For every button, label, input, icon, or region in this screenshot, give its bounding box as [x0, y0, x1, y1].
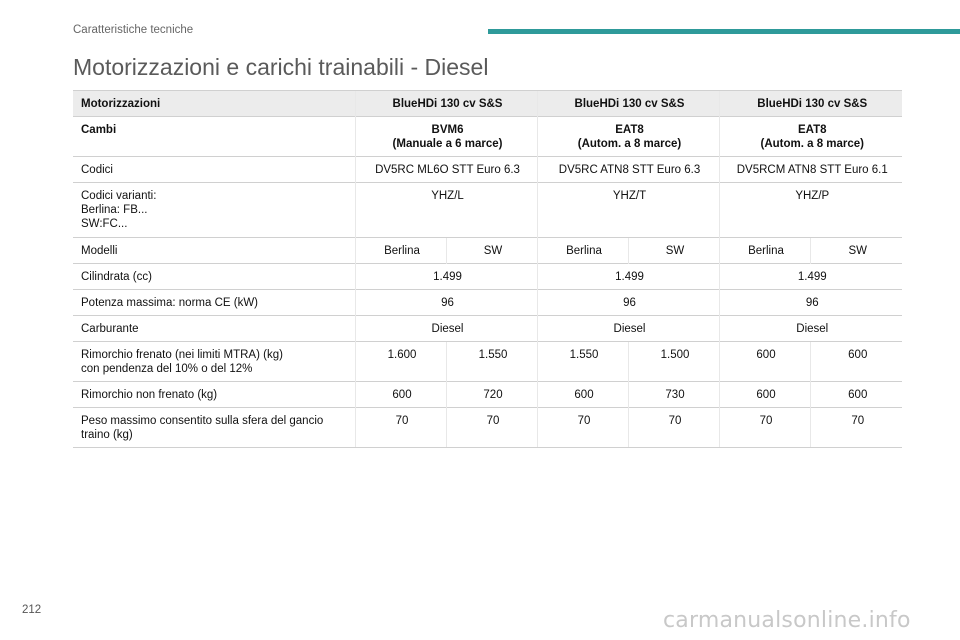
table-cell: 96	[355, 290, 537, 316]
header-cell: Motorizzazioni	[73, 91, 355, 117]
table-row	[73, 290, 902, 316]
table-row	[73, 183, 902, 238]
table-row	[73, 157, 902, 183]
table-cell: EAT8 (Autom. a 8 marce)	[719, 117, 902, 157]
table-cell: YHZ/P	[719, 183, 902, 238]
table-cell: Berlina	[719, 238, 810, 264]
row-label: Peso massimo consentito sulla sfera del gancio traino (kg)	[73, 408, 355, 448]
table-cell: 70	[537, 408, 628, 448]
row-label: Cilindrata (cc)	[73, 264, 355, 290]
table-cell: DV5RC ATN8 STT Euro 6.3	[537, 157, 719, 183]
table-row	[73, 408, 902, 448]
table-cell: 96	[537, 290, 719, 316]
table-cell: 600	[355, 382, 446, 408]
header-cell: BlueHDi 130 cv S&S	[537, 91, 719, 117]
table-cell: 720	[446, 382, 537, 408]
table-cell: 1.499	[537, 264, 719, 290]
table-cell: DV5RC ML6O STT Euro 6.3	[355, 157, 537, 183]
table-cell: 1.499	[719, 264, 902, 290]
watermark-text[interactable]: carmanualsonline.info	[663, 608, 911, 633]
table-cell: 1.499	[355, 264, 537, 290]
table-cell: YHZ/L	[355, 183, 537, 238]
row-label: Potenza massima: norma CE (kW)	[73, 290, 355, 316]
page-title: Motorizzazioni e carichi trainabili - Diesel	[73, 54, 489, 80]
table-cell: EAT8 (Autom. a 8 marce)	[537, 117, 719, 157]
table-cell: 600	[537, 382, 628, 408]
table-cell: Berlina	[355, 238, 446, 264]
table-row	[73, 117, 902, 157]
table-cell: 730	[628, 382, 719, 408]
table-cell: 600	[719, 342, 810, 382]
row-label: Rimorchio frenato (nei limiti MTRA) (kg) con pendenza del 10% o del 12%	[73, 342, 355, 382]
table-cell: BVM6 (Manuale a 6 marce)	[355, 117, 537, 157]
table-cell: 70	[628, 408, 719, 448]
spec-table	[73, 90, 902, 448]
table-cell: Diesel	[719, 316, 902, 342]
section-header: Caratteristiche tecniche	[73, 24, 194, 36]
table-cell: 70	[446, 408, 537, 448]
table-cell: Berlina	[537, 238, 628, 264]
table-header-row	[73, 91, 902, 117]
table-cell: 70	[810, 408, 902, 448]
table-cell: Diesel	[537, 316, 719, 342]
header-cell: BlueHDi 130 cv S&S	[719, 91, 902, 117]
table-cell: SW	[446, 238, 537, 264]
row-label: Carburante	[73, 316, 355, 342]
page-number: 212	[22, 604, 42, 616]
header-cell: BlueHDi 130 cv S&S	[355, 91, 537, 117]
row-label: Codici	[73, 157, 355, 183]
table-cell: 600	[810, 342, 902, 382]
row-label: Rimorchio non frenato (kg)	[73, 382, 355, 408]
table-cell: 70	[355, 408, 446, 448]
table-row	[73, 238, 902, 264]
row-label: Codici varianti: Berlina: FB... SW:FC...	[73, 183, 355, 238]
header-accent-bar	[488, 29, 960, 34]
table-cell: DV5RCM ATN8 STT Euro 6.1	[719, 157, 902, 183]
table-cell: 600	[810, 382, 902, 408]
table-row	[73, 264, 902, 290]
row-label: Cambi	[73, 117, 355, 157]
table-cell: 70	[719, 408, 810, 448]
table-cell: 96	[719, 290, 902, 316]
table-cell: 1.550	[446, 342, 537, 382]
table-row	[73, 316, 902, 342]
table-cell: Diesel	[355, 316, 537, 342]
row-label: Modelli	[73, 238, 355, 264]
table-cell: 1.550	[537, 342, 628, 382]
table-cell: 1.500	[628, 342, 719, 382]
table-cell: YHZ/T	[537, 183, 719, 238]
table-row	[73, 382, 902, 408]
table-row	[73, 342, 902, 382]
table-cell: SW	[810, 238, 902, 264]
table-cell: 1.600	[355, 342, 446, 382]
table-cell: 600	[719, 382, 810, 408]
table-cell: SW	[628, 238, 719, 264]
